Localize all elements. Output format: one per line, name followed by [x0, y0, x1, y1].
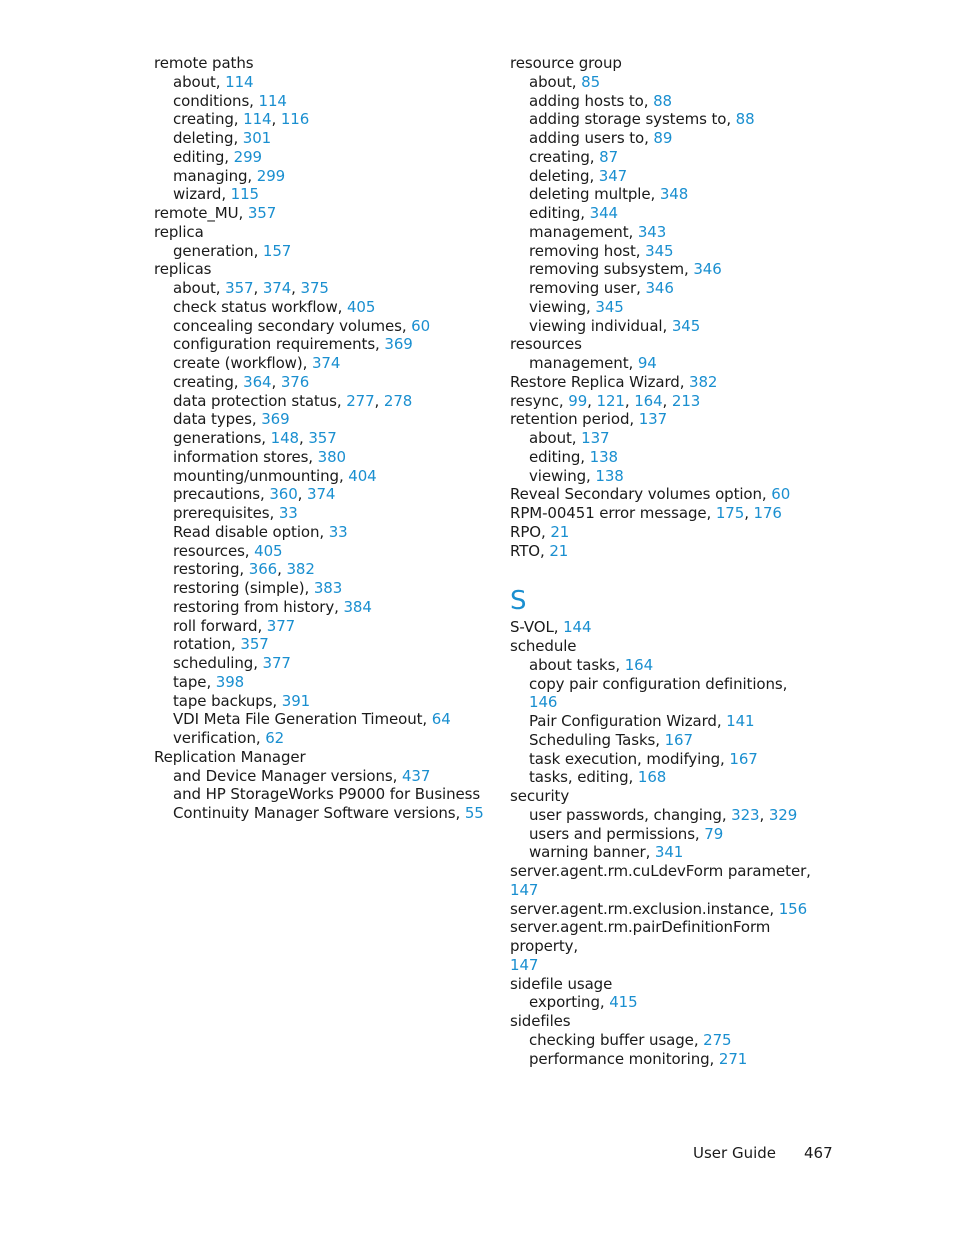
- index-subentry: deleting multple, 348: [529, 185, 689, 204]
- index-term: adding users to: [529, 129, 645, 147]
- index-term: replica: [154, 222, 204, 241]
- index-subentry: creating, 87: [529, 147, 619, 166]
- section-letter-heading: S: [510, 586, 527, 617]
- index-term: sidefile usage: [510, 974, 613, 993]
- page-link[interactable]: 415: [609, 993, 638, 1012]
- page-link[interactable]: 137: [581, 429, 610, 447]
- index-term: generation: [173, 241, 254, 260]
- index-subentry: editing, 138: [529, 447, 618, 466]
- page-link[interactable]: 383: [313, 579, 343, 597]
- index-entry: retention period, 137: [510, 410, 668, 429]
- page-link[interactable]: 382: [286, 560, 315, 579]
- index-subentry: tape backups, 391: [173, 691, 311, 710]
- index-entry: resync, 99, 121, 164, 213: [510, 391, 701, 410]
- index-entry: [510, 335, 820, 354]
- page-link[interactable]: 141: [726, 712, 755, 730]
- index-entry: [510, 54, 820, 73]
- index-subentry: copy pair configuration definitions, 146: [529, 674, 788, 712]
- index-subentry: viewing individual, 345: [529, 316, 701, 335]
- index-entry: [510, 1012, 820, 1031]
- index-term: and HP StorageWorks P9000 for Business: [173, 785, 481, 804]
- index-subentry: about, 137: [529, 429, 610, 447]
- index-subentry: about, 85: [529, 72, 601, 91]
- page-link[interactable]: 156: [778, 899, 808, 918]
- index-term: Pair Configuration Wizard: [529, 712, 717, 730]
- index-term: Replication Manager: [154, 747, 306, 766]
- page-link[interactable]: 344: [589, 204, 618, 222]
- index-subentry: prerequisites, 33: [173, 504, 298, 522]
- index-term: resources: [510, 335, 582, 354]
- index-term: conditions: [173, 91, 250, 110]
- index-term: Reveal Secondary volumes option: [510, 485, 762, 504]
- index-subentry: restoring from history, 384: [173, 597, 372, 616]
- page-link[interactable]: 60: [771, 485, 791, 504]
- page-link[interactable]: 323: [731, 805, 760, 824]
- index-subentry: Scheduling Tasks, 167: [529, 730, 693, 749]
- page-link[interactable]: 89: [653, 129, 673, 147]
- page-link[interactable]: 374: [307, 485, 336, 504]
- index-term: check status workflow: [173, 297, 338, 316]
- index-subentry: adding users to, 89: [529, 129, 673, 147]
- index-entry: Restore Replica Wizard, 382: [510, 372, 718, 391]
- index-term: restoring (simple): [173, 579, 305, 597]
- index-term: restoring: [173, 560, 240, 579]
- page-link[interactable]: 33: [278, 504, 298, 522]
- page-link[interactable]: 329: [768, 805, 798, 824]
- index-term: creating: [173, 372, 234, 391]
- index-term: task execution, modifying: [529, 749, 721, 768]
- index-subentry: creating, 114, 116: [173, 110, 310, 129]
- index-subentry: removing host, 345: [529, 241, 674, 260]
- index-term: resources: [173, 541, 245, 560]
- index-entry: [154, 223, 484, 242]
- page-link[interactable]: 391: [281, 691, 311, 710]
- index-term: resync: [510, 391, 559, 410]
- index-subentry: performance monitoring, 271: [529, 1049, 748, 1068]
- index-term: managing: [173, 166, 248, 185]
- page-link[interactable]: 55: [464, 804, 484, 822]
- page-link[interactable]: 398: [215, 672, 245, 691]
- page-link[interactable]: 213: [671, 391, 701, 410]
- index-subentry: removing user, 346: [529, 279, 674, 297]
- index-subentry: wizard, 115: [173, 185, 260, 204]
- page-link[interactable]: 275: [703, 1030, 732, 1049]
- index-term: about: [529, 72, 572, 91]
- index-term: roll forward: [173, 616, 258, 635]
- page-link[interactable]: 374: [311, 354, 341, 372]
- page-link[interactable]: 299: [256, 166, 286, 185]
- page-link[interactable]: 377: [266, 616, 296, 635]
- index-term: verification: [173, 729, 256, 747]
- index-term: replicas: [154, 260, 212, 279]
- index-term: server.agent.rm.exclusion.instance: [510, 899, 770, 918]
- page-link[interactable]: 115: [230, 185, 260, 204]
- index-subentry: adding storage systems to, 88: [529, 110, 755, 129]
- page-link[interactable]: 33: [328, 522, 348, 541]
- page-link[interactable]: 138: [595, 466, 624, 485]
- index-entry: S-VOL, 144: [510, 618, 592, 637]
- index-subentry: viewing, 345: [529, 297, 624, 316]
- index-term: warning banner: [529, 843, 646, 862]
- index-subentry: information stores, 380: [173, 447, 346, 466]
- page-link[interactable]: 88: [653, 91, 672, 110]
- page-link[interactable]: 341: [654, 843, 684, 862]
- index-term: retention period: [510, 410, 630, 429]
- page-link[interactable]: 114: [225, 72, 254, 91]
- index-term: VDI Meta File Generation Timeout: [173, 710, 423, 729]
- index-term: RPO: [510, 522, 541, 541]
- index-subentry: deleting, 347: [529, 166, 628, 185]
- index-subentry: restoring (simple), 383: [173, 579, 343, 597]
- index-entry: server.agent.rm.exclusion.instance, 156: [510, 899, 808, 918]
- index-term: user passwords, changing: [529, 805, 722, 824]
- index-subentry: management, 343: [529, 222, 667, 241]
- page-link[interactable]: 144: [563, 618, 592, 637]
- index-term: schedule: [510, 637, 577, 655]
- page-link[interactable]: 437: [401, 766, 431, 785]
- page-link[interactable]: 157: [262, 241, 292, 260]
- footer-label: User Guide: [693, 1144, 777, 1162]
- page-link[interactable]: 167: [664, 730, 693, 749]
- index-subentry: editing, 344: [529, 204, 618, 222]
- index-subentry: removing subsystem, 346: [529, 260, 722, 279]
- index-subentry: data protection status, 277, 278: [173, 391, 413, 410]
- index-term: editing: [529, 204, 581, 222]
- index-term: generations: [173, 429, 262, 447]
- page-link[interactable]: 87: [599, 147, 619, 166]
- page-link[interactable]: 345: [645, 241, 674, 260]
- index-subentry: concealing secondary volumes, 60: [173, 316, 431, 335]
- index-subentry: verification, 62: [173, 729, 285, 747]
- index-entry: RTO, 21: [510, 541, 569, 560]
- index-entry: [154, 54, 484, 73]
- index-term: deleting: [173, 129, 234, 147]
- index-entry: RPM-00451 error message, 175, 176: [510, 504, 782, 522]
- index-term: deleting: [529, 166, 590, 185]
- index-term: wizard: [173, 185, 222, 204]
- page-link[interactable]: 148: [270, 429, 299, 447]
- page-link[interactable]: 278: [383, 391, 413, 410]
- index-subentry: management, 94: [529, 354, 657, 372]
- page-link[interactable]: 384: [343, 597, 372, 616]
- index-term: viewing: [529, 297, 587, 316]
- page-footer: [693, 1144, 833, 1162]
- page-link[interactable]: 79: [704, 824, 724, 843]
- index-subentry: and Device Manager versions, 437: [173, 766, 431, 785]
- index-entry: [510, 956, 820, 975]
- index-term: precautions: [173, 485, 260, 504]
- index-term: S-VOL: [510, 618, 554, 637]
- index-subentry: managing, 299: [173, 166, 286, 185]
- index-subentry: about tasks, 164: [529, 655, 654, 674]
- index-term: about: [529, 429, 572, 447]
- index-subentry: rotation, 357: [173, 635, 269, 654]
- index-term: create (workflow): [173, 354, 303, 372]
- page-link[interactable]: 299: [233, 147, 262, 166]
- index-subentry: create (workflow), 374: [173, 354, 341, 372]
- index-subentry: conditions, 114: [173, 91, 287, 110]
- index-term: adding hosts to: [529, 91, 644, 110]
- page-link[interactable]: 176: [753, 504, 782, 522]
- page-link[interactable]: 405: [254, 541, 283, 560]
- index-term: Read disable option: [173, 522, 320, 541]
- page-link[interactable]: 301: [242, 129, 272, 147]
- index-term: exporting: [529, 993, 600, 1012]
- page-link[interactable]: 357: [308, 429, 337, 447]
- page-link[interactable]: 345: [595, 297, 624, 316]
- index-term: viewing individual: [529, 316, 663, 335]
- index-entry-continuation: Continuity Manager Software versions, 55: [173, 804, 484, 822]
- page-link[interactable]: 382: [689, 372, 718, 391]
- index-term: removing subsystem: [529, 260, 684, 279]
- page-link[interactable]: 175: [715, 504, 745, 522]
- index-term: resource group: [510, 54, 622, 72]
- index-subentry: Pair Configuration Wizard, 141: [529, 712, 755, 730]
- index-subentry: VDI Meta File Generation Timeout, 64: [173, 710, 451, 729]
- index-term: performance monitoring: [529, 1049, 710, 1068]
- index-subentry: deleting, 301: [173, 129, 272, 147]
- page-link[interactable]: 114: [258, 91, 287, 110]
- index-term: adding storage systems to: [529, 110, 727, 129]
- index-subentry: mounting/unmounting, 404: [173, 466, 377, 485]
- page-link[interactable]: 405: [346, 297, 376, 316]
- index-entry: [510, 918, 820, 956]
- index-term: RTO: [510, 541, 541, 560]
- index-subentry: adding hosts to, 88: [529, 91, 672, 110]
- page-link[interactable]: 147: [510, 880, 539, 899]
- index-subentry: configuration requirements, 369: [173, 335, 413, 354]
- index-term: Continuity Manager Software versions: [173, 804, 456, 822]
- index-term: security: [510, 787, 570, 805]
- page-link[interactable]: 346: [645, 279, 674, 297]
- page-link[interactable]: 357: [240, 635, 269, 654]
- page-link[interactable]: 343: [637, 222, 667, 241]
- page-link[interactable]: 21: [549, 541, 569, 560]
- index-term: tasks, editing: [529, 768, 629, 787]
- index-term: deleting multple: [529, 185, 651, 204]
- page-link[interactable]: 99: [568, 391, 588, 410]
- index-section-r: [510, 54, 820, 560]
- index-term: tape: [173, 672, 207, 691]
- page-link[interactable]: 146: [529, 693, 558, 712]
- index-subentry: generation, 157: [173, 241, 292, 260]
- page-link[interactable]: 374: [262, 279, 292, 297]
- index-subentry: about, 114: [173, 72, 254, 91]
- index-term: about: [173, 72, 216, 91]
- page-link[interactable]: 369: [261, 410, 290, 429]
- page-link[interactable]: 88: [735, 110, 755, 129]
- index-term: about: [173, 279, 216, 297]
- page-link[interactable]: 121: [596, 391, 625, 410]
- page-link[interactable]: 85: [581, 72, 601, 91]
- index-entry: server.agent.rm.cuLdevForm parameter, 147: [510, 862, 811, 899]
- index-subentry: exporting, 415: [529, 993, 638, 1012]
- page-link[interactable]: 62: [265, 729, 285, 747]
- index-term: sidefiles: [510, 1012, 571, 1030]
- index-subentry: tasks, editing, 168: [529, 768, 667, 787]
- page-link[interactable]: 376: [280, 372, 310, 391]
- page-link[interactable]: 347: [598, 166, 628, 185]
- page-link[interactable]: 345: [671, 316, 701, 335]
- page-link[interactable]: 164: [634, 391, 663, 410]
- index-term: scheduling: [173, 654, 254, 672]
- index-subentry: about, 357, 374, 375: [173, 279, 329, 297]
- index-term: concealing secondary volumes: [173, 316, 402, 335]
- page-link[interactable]: 147: [510, 955, 539, 974]
- index-term: and Device Manager versions: [173, 766, 393, 785]
- index-subentry: Read disable option, 33: [173, 522, 348, 541]
- index-subentry: generations, 148, 357: [173, 429, 337, 447]
- page-link[interactable]: 60: [411, 316, 431, 335]
- index-term: rotation: [173, 635, 232, 654]
- page-link[interactable]: 346: [693, 260, 722, 279]
- page-link[interactable]: 375: [300, 279, 329, 297]
- page-link[interactable]: 138: [589, 447, 618, 466]
- page-link[interactable]: 64: [431, 710, 451, 729]
- index-subentry: restoring, 366, 382: [173, 560, 315, 579]
- page-link[interactable]: 357: [247, 204, 277, 222]
- index-column-right: [510, 54, 820, 1068]
- page-link[interactable]: 168: [637, 768, 667, 787]
- index-term: Restore Replica Wizard: [510, 372, 680, 391]
- index-term: tape backups: [173, 691, 273, 710]
- page-link[interactable]: 277: [346, 391, 375, 410]
- index-term: checking buffer usage: [529, 1030, 694, 1049]
- index-subentry: user passwords, changing, 323, 329: [529, 805, 798, 824]
- index-entry: [154, 260, 484, 279]
- index-term: remote paths: [154, 54, 254, 72]
- index-term: creating: [173, 110, 234, 129]
- index-subentry: precautions, 360, 374: [173, 485, 336, 504]
- page-link[interactable]: 137: [638, 410, 668, 429]
- index-term: remote_MU: [154, 204, 239, 222]
- index-subentry: users and permissions, 79: [529, 824, 724, 843]
- page-link[interactable]: 357: [225, 279, 254, 297]
- index-section-s: [510, 618, 820, 1068]
- page-link[interactable]: 114: [243, 110, 272, 129]
- index-entry: [154, 748, 484, 767]
- index-term: Scheduling Tasks: [529, 730, 656, 749]
- index-term: management: [529, 354, 629, 372]
- index-term: editing: [173, 147, 225, 166]
- page-link[interactable]: 94: [637, 354, 657, 372]
- index-term: restoring from history: [173, 597, 335, 616]
- index-subentry: [154, 785, 484, 804]
- index-subentry: editing, 299: [173, 147, 262, 166]
- index-entry: [510, 637, 820, 656]
- index-term: about tasks: [529, 655, 616, 674]
- page-link[interactable]: 164: [624, 655, 654, 674]
- page-link[interactable]: 380: [317, 447, 346, 466]
- index-term: removing host: [529, 241, 636, 260]
- index-entry: RPO, 21: [510, 522, 570, 541]
- index-subentry: check status workflow, 405: [173, 297, 376, 316]
- index-subentry: task execution, modifying, 167: [529, 749, 758, 768]
- index-term: server.agent.rm.pairDefinitionForm property,: [510, 918, 771, 955]
- index-subentry: checking buffer usage, 275: [529, 1030, 732, 1049]
- page-link[interactable]: 404: [348, 466, 377, 485]
- index-subentry: data types, 369: [173, 410, 290, 429]
- page-link[interactable]: 364: [243, 372, 272, 391]
- index-term: users and permissions: [529, 824, 695, 843]
- page-link[interactable]: 366: [248, 560, 278, 579]
- index-subentry: warning banner, 341: [529, 843, 684, 862]
- index-subentry: tape, 398: [173, 672, 245, 691]
- index-entry: [510, 787, 820, 806]
- page-link[interactable]: 116: [280, 110, 310, 129]
- index-term: information stores: [173, 447, 309, 466]
- index-term: configuration requirements: [173, 335, 376, 354]
- index-entry: [510, 975, 820, 994]
- page-link[interactable]: 377: [262, 654, 291, 672]
- index-subentry: creating, 364, 376: [173, 372, 310, 391]
- index-column-left: [154, 54, 484, 823]
- index-term: editing: [529, 447, 581, 466]
- index-entry: remote_MU, 357: [154, 204, 277, 222]
- page-link[interactable]: 271: [718, 1049, 748, 1068]
- index-subentry: viewing, 138: [529, 466, 624, 485]
- index-term: server.agent.rm.cuLdevForm parameter: [510, 862, 807, 880]
- footer-page-number: 467: [804, 1144, 833, 1162]
- page-link[interactable]: 348: [659, 185, 689, 204]
- index-term: data protection status: [173, 391, 337, 410]
- index-term: prerequisites: [173, 504, 270, 522]
- index-term: removing user: [529, 279, 637, 297]
- page-link[interactable]: 21: [550, 522, 570, 541]
- index-term: viewing: [529, 466, 587, 485]
- index-subentry: roll forward, 377: [173, 616, 296, 635]
- index-subentry: resources, 405: [173, 541, 283, 560]
- page-link[interactable]: 360: [269, 485, 298, 504]
- index-subentry: scheduling, 377: [173, 654, 291, 672]
- index-term: RPM-00451 error message: [510, 504, 707, 522]
- page-link[interactable]: 369: [384, 335, 413, 354]
- index-term: management: [529, 222, 629, 241]
- page-link[interactable]: 167: [729, 749, 758, 768]
- index-term: copy pair configuration definitions: [529, 674, 783, 693]
- index-term: creating: [529, 147, 590, 166]
- index-term: data types: [173, 410, 252, 429]
- index-entry: Reveal Secondary volumes option, 60: [510, 485, 791, 504]
- index-term: mounting/unmounting: [173, 466, 339, 485]
